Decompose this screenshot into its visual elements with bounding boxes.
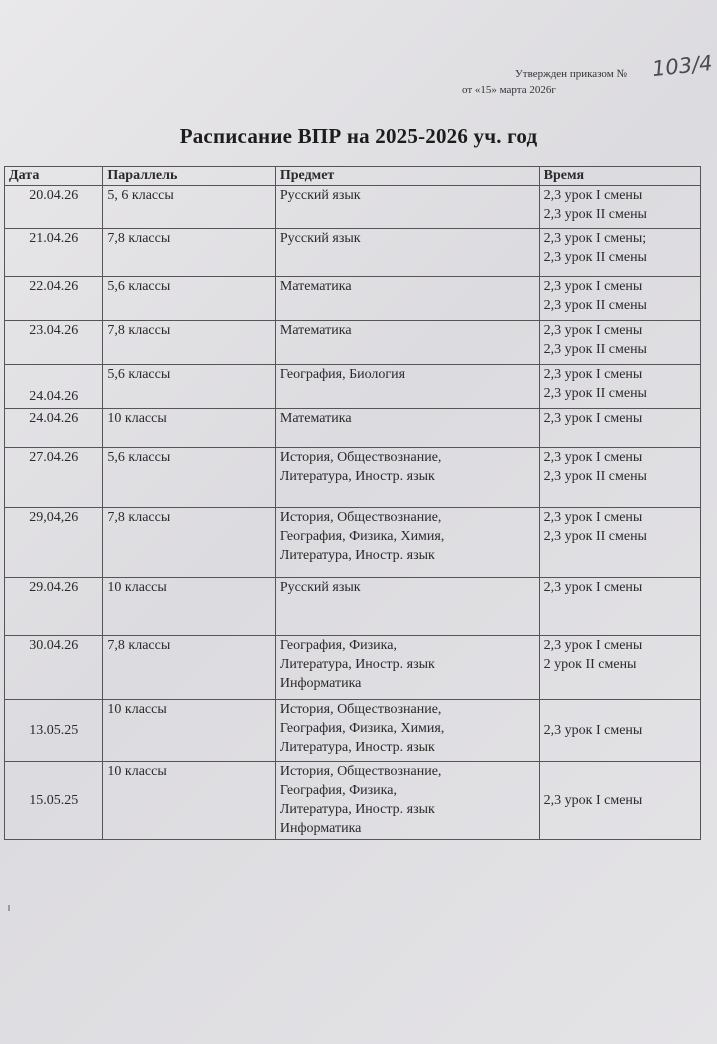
subject-line: Информатика [279,676,362,691]
cell-subject [275,277,539,321]
time-line: 2,3 урок II смены [543,250,647,265]
subject-line: Математика [279,323,352,338]
time-line: 2,3 урок II смены [543,386,647,401]
cell-date: 29,04,26 [5,508,103,578]
cell-parallel: 5, 6 классы [103,186,275,229]
cell-parallel: 7,8 классы [103,636,275,700]
time-line: 2,3 урок I смены [543,367,643,382]
time-line: 2,3 урок I смены [543,638,643,653]
time-line: 2,3 урок II смены [543,529,647,544]
cell-subject [275,186,539,229]
table-row [5,636,701,700]
subject-line: История, Обществознание, [279,510,442,525]
subject-line: Русский язык [279,580,361,595]
subject-line: Литература, Иностр. язык [279,548,435,563]
cell-parallel: 5,6 классы [103,277,275,321]
cell-subject [275,636,539,700]
approval-order-label: Утвержден приказом № [515,68,627,80]
subject-line: Литература, Иностр. язык [279,469,435,484]
table-row [5,277,701,321]
cell-time [539,508,700,578]
cell-parallel: 10 классы [103,700,275,762]
approval-date: от «15» марта 2026г [462,84,556,96]
cell-subject [275,365,539,409]
table-row [5,508,701,578]
table-row [5,365,701,409]
cell-date: 30.04.26 [5,636,103,700]
time-line: 2,3 урок I смены [543,323,643,338]
header-subject: Предмет [275,167,539,186]
time-line: 2,3 урок I смены [543,450,643,465]
header-time: Время [539,167,700,186]
time-line: 2,3 урок I смены [543,279,643,294]
cell-time [539,277,700,321]
cell-time [539,448,700,508]
cell-time [539,636,700,700]
table-row [5,578,701,636]
subject-line: История, Обществознание, [279,764,442,779]
cell-date: 15.05.25 [5,762,103,840]
subject-line: География, Биология [279,367,406,382]
cell-date: 22.04.26 [5,277,103,321]
time-line: 2,3 урок I смены [543,723,643,738]
table-row [5,186,701,229]
cell-subject [275,448,539,508]
cell-subject [275,508,539,578]
subject-line: Информатика [279,821,362,836]
time-line: 2,3 урок I смены; [543,231,647,246]
cell-date: 27.04.26 [5,448,103,508]
table-row [5,700,701,762]
cell-parallel: 10 классы [103,409,275,448]
subject-line: История, Обществознание, [279,450,442,465]
time-line: 2,3 урок I смены [543,411,643,426]
cell-date: 24.04.26 [5,409,103,448]
cell-time [539,700,700,762]
cell-time [539,762,700,840]
subject-line: Литература, Иностр. язык [279,802,435,817]
time-line: 2,3 урок II смены [543,207,647,222]
cell-subject [275,700,539,762]
cell-date: 23.04.26 [5,321,103,365]
page-mark [8,905,10,911]
cell-date: 20.04.26 [5,186,103,229]
cell-subject [275,578,539,636]
cell-parallel: 7,8 классы [103,229,275,277]
table-header-row [5,167,701,186]
time-line: 2,3 урок I смены [543,580,643,595]
cell-parallel: 5,6 классы [103,365,275,409]
order-number-handwritten: 103/4 [650,50,714,82]
page-title: Расписание ВПР на 2025-2026 уч. год [179,124,538,148]
cell-parallel: 5,6 классы [103,448,275,508]
subject-line: Русский язык [279,188,361,203]
table-row [5,321,701,365]
subject-line: География, Физика, Химия, [279,529,445,544]
cell-time [539,229,700,277]
subject-line: Русский язык [279,231,361,246]
table-row [5,409,701,448]
schedule-rows [5,186,701,840]
time-line: 2,3 урок I смены [543,188,643,203]
table-row [5,229,701,277]
table-row [5,448,701,508]
subject-line: География, Физика, [279,638,397,653]
time-line: 2 урок II смены [543,657,637,672]
cell-time [539,321,700,365]
cell-parallel: 7,8 классы [103,321,275,365]
cell-parallel: 7,8 классы [103,508,275,578]
time-line: 2,3 урок II смены [543,298,647,313]
cell-time [539,409,700,448]
header-date: Дата [5,167,103,186]
cell-date: 21.04.26 [5,229,103,277]
cell-subject [275,762,539,840]
subject-line: География, Физика, [279,783,397,798]
subject-line: Литература, Иностр. язык [279,740,435,755]
header-parallel: Параллель [103,167,275,186]
cell-time [539,186,700,229]
time-line: 2,3 урок II смены [543,469,647,484]
cell-parallel: 10 классы [103,578,275,636]
cell-time [539,578,700,636]
subject-line: География, Физика, Химия, [279,721,445,736]
cell-date: 13.05.25 [5,700,103,762]
cell-time [539,365,700,409]
cell-subject [275,321,539,365]
schedule-table [4,166,701,840]
cell-parallel: 10 классы [103,762,275,840]
subject-line: Литература, Иностр. язык [279,657,435,672]
time-line: 2,3 урок I смены [543,793,643,808]
cell-date: 24.04.26 [5,365,103,409]
cell-subject [275,229,539,277]
subject-line: История, Обществознание, [279,702,442,717]
table-row [5,762,701,840]
subject-line: Математика [279,411,352,426]
cell-date: 29.04.26 [5,578,103,636]
subject-line: Математика [279,279,352,294]
time-line: 2,3 урок II смены [543,342,647,357]
cell-subject [275,409,539,448]
time-line: 2,3 урок I смены [543,510,643,525]
